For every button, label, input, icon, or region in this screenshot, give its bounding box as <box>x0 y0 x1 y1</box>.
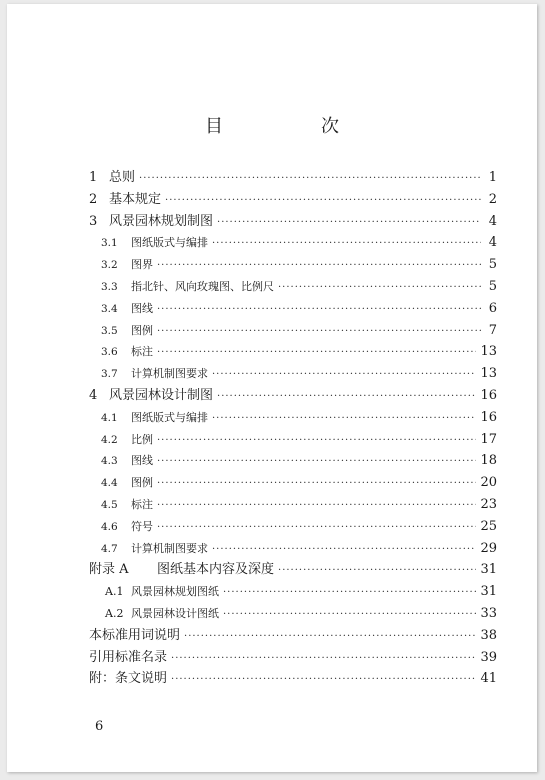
toc-entry-title: 图线 <box>131 301 153 315</box>
toc-entry-page: 5 <box>488 257 497 273</box>
toc-entry[interactable] <box>89 647 497 669</box>
toc-entry-page: 33 <box>480 605 497 621</box>
toc-entry[interactable] <box>89 232 497 254</box>
toc-entry-title: 指北针、风向玫瑰图、比例尺 <box>131 279 274 293</box>
dot-leader <box>212 539 476 561</box>
toc-entry-page: 39 <box>480 649 497 665</box>
toc-entry-title: 图纸版式与编排 <box>131 236 208 250</box>
dot-leader <box>157 299 481 321</box>
toc-entry-number: 3.6 <box>101 346 118 359</box>
dot-leader <box>217 212 481 234</box>
toc-entry[interactable] <box>89 254 497 276</box>
toc-entry-title: 风景园林规划图纸 <box>131 585 219 599</box>
toc-entry[interactable] <box>89 559 497 581</box>
toc-entry-title: 基本规定 <box>109 191 162 207</box>
toc-entry-title: 图例 <box>131 323 153 337</box>
dot-leader <box>212 364 476 386</box>
toc-entry-number: 附录 A <box>89 562 129 578</box>
toc-entry-page: 4 <box>488 213 497 229</box>
toc-entry[interactable] <box>89 581 497 603</box>
toc-entry-title: 计算机制图要求 <box>131 367 208 381</box>
toc-entry-page: 16 <box>480 409 497 425</box>
dot-leader <box>157 517 476 539</box>
toc-entry-number: 4.6 <box>101 520 118 533</box>
dot-leader <box>278 277 481 299</box>
toc-entry[interactable] <box>89 625 497 647</box>
toc-entry-number: 4.3 <box>101 455 118 468</box>
toc-entry-title: 计算机制图要求 <box>131 541 208 555</box>
toc-entry-number: 3.1 <box>101 237 118 250</box>
dot-leader <box>223 604 476 626</box>
toc-entry-page: 20 <box>480 475 497 491</box>
dot-leader <box>171 648 476 670</box>
toc-entry-title: 风景园林规划制图 <box>109 213 214 229</box>
toc-entry-number: 4.5 <box>101 498 118 511</box>
dot-leader <box>157 321 481 343</box>
dot-leader <box>171 669 476 691</box>
toc-entry-number: A.2 <box>105 606 124 620</box>
toc-entry-page: 25 <box>480 518 497 534</box>
toc-entry-number: 3 <box>89 213 98 229</box>
toc-entry-title: 标注 <box>131 345 153 359</box>
toc-entry-title: 风景园林设计制图 <box>109 387 214 403</box>
toc-entry[interactable] <box>89 494 497 516</box>
toc-entry-number: A.1 <box>105 585 124 599</box>
toc-entry-number: 4.1 <box>101 411 118 424</box>
toc-entry-title: 标注 <box>131 497 153 511</box>
toc-entry-number: 4.7 <box>101 542 118 555</box>
dot-leader <box>139 168 481 190</box>
dot-leader <box>212 233 481 255</box>
toc-entry-page: 31 <box>480 562 497 578</box>
toc-entry-title: 附：条文说明 <box>89 671 168 687</box>
toc-entry-title: 风景园林设计图纸 <box>131 606 219 620</box>
toc-entry-number: 3.3 <box>101 280 118 293</box>
toc-entry-title: 图纸基本内容及深度 <box>157 562 275 578</box>
toc-entry[interactable] <box>89 472 497 494</box>
toc-entry-page: 41 <box>480 671 497 687</box>
dot-leader <box>278 560 476 582</box>
toc-entry-page: 13 <box>480 344 497 360</box>
dot-leader <box>157 495 476 517</box>
dot-leader <box>184 626 476 648</box>
toc-entry-page: 38 <box>480 627 497 643</box>
toc-entry-title: 符号 <box>131 519 153 533</box>
toc-entry-number: 1 <box>89 170 98 185</box>
toc-entry-title: 引用标准名录 <box>89 649 168 665</box>
toc-entry-page: 29 <box>480 540 497 556</box>
dot-leader <box>157 451 476 473</box>
toc-entry[interactable] <box>89 341 497 363</box>
toc-entry[interactable] <box>89 603 497 625</box>
toc-entry[interactable] <box>89 516 497 538</box>
toc-entry-page: 18 <box>480 453 497 469</box>
dot-leader <box>217 386 476 408</box>
toc-entry[interactable] <box>89 276 497 298</box>
toc-entry-page: 7 <box>488 322 497 338</box>
toc-entry[interactable] <box>89 429 497 451</box>
toc-entry-title: 本标准用词说明 <box>89 627 181 643</box>
toc-entry-page: 1 <box>488 170 497 185</box>
toc-entry[interactable] <box>89 407 497 429</box>
toc-entry[interactable] <box>89 385 497 407</box>
dot-leader <box>157 342 476 364</box>
toc-entry-page: 5 <box>488 278 497 294</box>
toc-entry-number: 4.4 <box>101 477 118 490</box>
toc-entry-number: 3.7 <box>101 368 118 381</box>
dot-leader <box>157 255 481 277</box>
toc-entry[interactable] <box>89 320 497 342</box>
toc-entry-title: 图界 <box>131 258 153 272</box>
toc-entry-page: 16 <box>480 387 497 403</box>
toc-entry-page: 2 <box>488 191 497 207</box>
toc-entry[interactable] <box>89 450 497 472</box>
toc-entry[interactable] <box>89 668 497 690</box>
toc-entry-number: 2 <box>89 191 98 207</box>
toc-entry-page: 31 <box>480 584 497 600</box>
toc-entry-number: 4 <box>89 387 98 403</box>
toc-entry-page: 4 <box>488 235 497 251</box>
toc-entry-number: 4.2 <box>101 433 118 446</box>
toc-entry[interactable] <box>89 211 497 233</box>
page-number: 6 <box>95 719 104 734</box>
toc-entry-page: 23 <box>480 496 497 512</box>
dot-leader <box>157 473 476 495</box>
dot-leader <box>223 582 476 604</box>
toc-entry-page: 13 <box>480 366 497 382</box>
toc-entry[interactable] <box>89 538 497 560</box>
toc-entry[interactable] <box>89 189 497 211</box>
toc-entry[interactable] <box>89 363 497 385</box>
dot-leader <box>157 430 476 452</box>
toc-entry[interactable] <box>89 298 497 320</box>
toc-entry-title: 图例 <box>131 476 153 490</box>
toc-entry-number: 3.5 <box>101 324 118 337</box>
toc-entry-page: 17 <box>480 431 497 447</box>
document-page <box>7 4 537 772</box>
dot-leader <box>212 408 476 430</box>
toc-entry-title: 图线 <box>131 454 153 468</box>
toc-title: 目 次 <box>205 116 379 137</box>
table-of-contents <box>89 167 497 690</box>
toc-entry-number: 3.2 <box>101 259 118 272</box>
dot-leader <box>165 190 481 212</box>
toc-entry-page: 6 <box>488 300 497 316</box>
toc-entry-title: 图纸版式与编排 <box>131 410 208 424</box>
toc-entry-title: 比例 <box>131 432 153 446</box>
toc-entry[interactable] <box>89 167 497 189</box>
toc-entry-title: 总则 <box>109 170 136 185</box>
toc-entry-number: 3.4 <box>101 302 118 315</box>
